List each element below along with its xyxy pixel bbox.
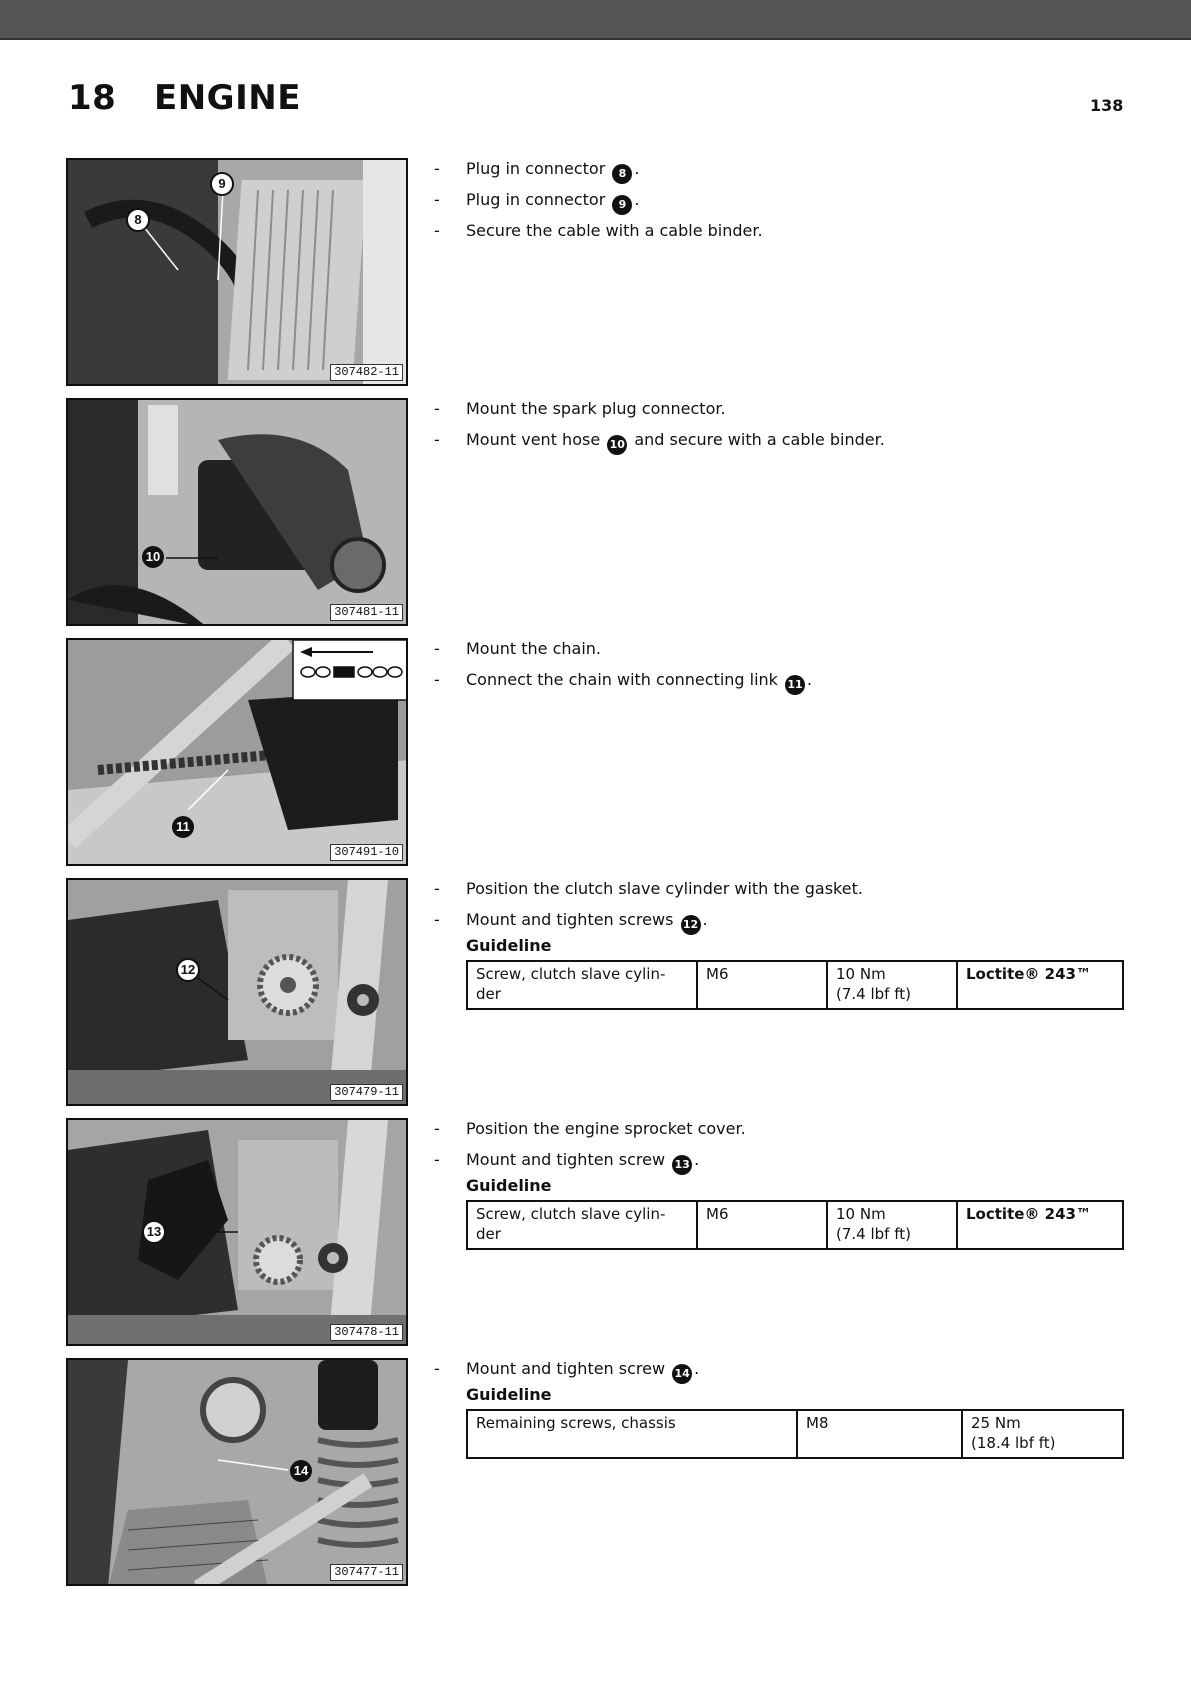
step-instructions (434, 158, 1191, 251)
table-row (467, 1201, 1123, 1249)
instruction-item: - Position the clutch slave cylinder with the gasket. (434, 879, 863, 898)
table-row (467, 1410, 1123, 1458)
instruction-item: - Mount and tighten screw 13 . (434, 1149, 1191, 1180)
callout-14: 14 (290, 1460, 312, 1482)
table-cell: M8 (797, 1410, 962, 1458)
ref-icon: 8 (612, 164, 632, 184)
step-instructions (434, 638, 1191, 700)
guideline-label: Guideline (466, 1176, 552, 1195)
step-instructions (434, 398, 1191, 460)
instruction-item: - Connect the chain with connecting link 11 . (434, 669, 1191, 700)
step-photo (66, 398, 408, 626)
table-cell: 10 Nm (7.4 lbf ft) (827, 1201, 957, 1249)
callout-12: 12 (176, 958, 200, 982)
step-instructions (434, 878, 1191, 1010)
image-code: 307477-11 (330, 1564, 403, 1581)
instruction-item: - Mount and tighten screw 14 . (434, 1358, 1191, 1389)
step-instructions (434, 1118, 1191, 1250)
image-code: 307482-11 (330, 364, 403, 381)
image-code: 307478-11 (330, 1324, 403, 1341)
callout-11: 11 (172, 816, 194, 838)
instruction-item: - Secure the cable with a cable binder. (434, 221, 763, 240)
table-cell: 10 Nm (7.4 lbf ft) (827, 961, 957, 1009)
step-photo (66, 878, 408, 1106)
spec-table (466, 1409, 1124, 1459)
instruction-item: - Mount the spark plug connector. (434, 399, 726, 418)
table-cell: Screw, clutch slave cylin- der (467, 1201, 697, 1249)
table-cell: M6 (697, 961, 827, 1009)
ref-icon: 12 (681, 915, 701, 935)
guideline-label: Guideline (466, 936, 552, 955)
step-photo (66, 1118, 408, 1346)
table-cell: M6 (697, 1201, 827, 1249)
step-instructions (434, 1358, 1191, 1459)
callout-13: 13 (142, 1220, 166, 1244)
ref-icon: 14 (672, 1364, 692, 1384)
instruction-item: - Mount and tighten screws 12 . (434, 909, 1191, 940)
ref-icon: 9 (612, 195, 632, 215)
table-cell: Loctite® 243™ (957, 961, 1123, 1009)
instruction-item: - Mount the chain. (434, 639, 601, 658)
callout-8: 8 (126, 208, 150, 232)
step-photo (66, 158, 408, 386)
table-cell: Loctite® 243™ (957, 1201, 1123, 1249)
guideline-label: Guideline (466, 1385, 552, 1404)
step-photo (66, 638, 408, 866)
callout-10: 10 (142, 546, 164, 568)
table-cell: Remaining screws, chassis (467, 1410, 797, 1458)
table-cell: 25 Nm (18.4 lbf ft) (962, 1410, 1123, 1458)
ref-icon: 10 (607, 435, 627, 455)
instruction-item: - Mount vent hose 10 and secure with a cable binder. (434, 429, 1191, 460)
image-code: 307479-11 (330, 1084, 403, 1101)
top-bar (0, 0, 1191, 40)
instruction-item: - Plug in connector 9 . (434, 189, 1191, 220)
page-number: 138 (1090, 96, 1124, 115)
chapter-title: ENGINE (154, 78, 301, 118)
ref-icon: 13 (672, 1155, 692, 1175)
chapter-heading (68, 78, 301, 118)
table-row (467, 961, 1123, 1009)
instruction-item: - Plug in connector 8 . (434, 158, 1191, 189)
callout-9: 9 (210, 172, 234, 196)
image-code: 307481-11 (330, 604, 403, 621)
spec-table (466, 960, 1124, 1010)
step-photo (66, 1358, 408, 1586)
ref-icon: 11 (785, 675, 805, 695)
spec-table (466, 1200, 1124, 1250)
chapter-number: 18 (68, 78, 117, 118)
table-cell: Screw, clutch slave cylin- der (467, 961, 697, 1009)
instruction-item: - Position the engine sprocket cover. (434, 1119, 746, 1138)
image-code: 307491-10 (330, 844, 403, 861)
